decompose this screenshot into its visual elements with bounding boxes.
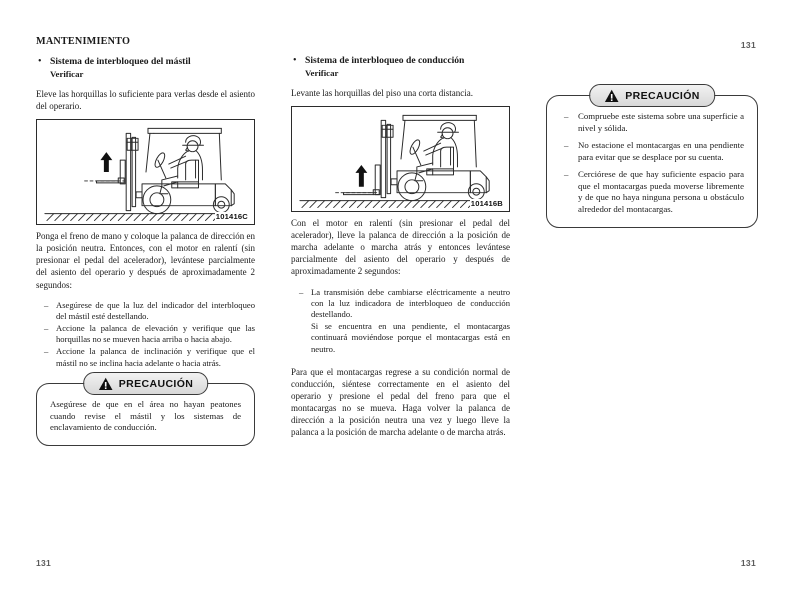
list-item: – Accione la palanca de elevación y verifique que las horquillas no se mueven hacia arriba o hacia abajo.: [36, 323, 255, 346]
warning-triangle-icon: [604, 89, 619, 103]
figure-id-label: 101416B: [470, 199, 503, 209]
intro-paragraph: Levante las horquillas del piso una corta distancia.: [291, 88, 473, 98]
section-heading-mast-interlock: [36, 56, 255, 80]
page-number-bottom-left: 131: [36, 558, 52, 568]
figure-travel-interlock: [291, 106, 510, 212]
list-item: [291, 287, 510, 355]
caution-tab: [589, 84, 715, 107]
section-title: Sistema de interbloqueo de conducción: [305, 55, 465, 66]
intro-paragraph: Eleve las horquillas lo suficiente para verlas desde el asiento del operario.: [36, 89, 255, 112]
page-number-top-right: 131: [740, 40, 756, 50]
column-three: [546, 36, 758, 228]
column-one: [36, 36, 255, 446]
caution-label: PRECAUCIÓN: [118, 377, 194, 390]
caution-list: [560, 111, 744, 216]
section-heading-travel-interlock: [291, 55, 510, 79]
figure-mast-interlock: [36, 119, 255, 225]
col2-closing-paragraph: Para que el montacargas regrese a su condición normal de conducción, siéntese correctamente en el asiento del operario y presione el pedal del freno para que el montacargas no se mueva. Haga volver la palanca de dirección a la posición neutra una vez y luego lleve la palanca a la posición de marcha adelante o de marcha atrás.: [291, 367, 510, 438]
caution-body: [546, 95, 758, 228]
list-item: – Asegúrese de que la luz del indicador del interbloqueo del mástil esté destellando.: [36, 300, 255, 323]
figure-id-label: 101416C: [215, 212, 248, 222]
forklift-illustration-low-forks: [292, 107, 509, 211]
col1-paragraph: Ponga el freno de mano y coloque la palanca de dirección en la posición neutra. Entonces, con el motor en ralentí (sin presionar el pedal del acelerador), levántese parcialmente del asiento del operario y después de aproximadamente 2 segundos:: [36, 231, 255, 290]
forklift-illustration-raised-forks: [37, 120, 254, 224]
list-item: – No estacione el montacargas en una pendiente para evitar que se desplace por su cuenta.: [560, 140, 744, 164]
list-item: – Cerciórese de que hay suficiente espacio para que el montacargas pueda moverse libremente y de que no haya ninguna persona u obstáculo alrededor del montacargas.: [560, 169, 744, 217]
document-title: MANTENIMIENTO: [36, 36, 131, 47]
bullet-icon: •: [38, 56, 42, 67]
page-number-bottom-right: 131: [740, 558, 756, 568]
col2-check-list: [291, 287, 510, 355]
col2-paragraph: Con el motor en ralentí (sin presionar el pedal del acelerador), lleve la palanca de dirección a la posición de marcha adelante o marcha atrás y entonces levántese parcialmente del asiento del operario y después de aproximadamente 2 segundos:: [291, 218, 510, 277]
warning-triangle-icon: [98, 377, 113, 391]
section-title: Sistema de interbloqueo del mástil: [50, 56, 191, 67]
section-subtitle: Verificar: [305, 67, 339, 78]
list-item: – Accione la palanca de inclinación y verifique que el mástil no se inclina hacia adelante o hacia atrás.: [36, 346, 255, 369]
col1-check-list: [36, 300, 255, 369]
caution-label: PRECAUCIÓN: [625, 89, 700, 102]
list-item-continuation: Si se encuentra en una pendiente, el montacargas continuará moviéndose porque el montacargas está en neutro.: [311, 320, 510, 354]
caution-box-col3: [546, 89, 758, 228]
list-item: – Compruebe este sistema sobre una superficie a nivel y sólida.: [560, 111, 744, 135]
caution-text: Asegúrese de que en el área no hayan peatones cuando revise el mástil y los sistemas de enclavamiento de conducción.: [50, 399, 241, 433]
caution-box-col1: [36, 377, 255, 446]
caution-tab: [83, 372, 209, 395]
column-two: [291, 36, 510, 448]
bullet-icon: •: [293, 55, 297, 66]
section-subtitle: Verificar: [50, 68, 84, 79]
list-item-main: La transmisión debe cambiarse eléctricamente a neutro con la luz indicadora de interbloqueo de conducción destellando.: [311, 286, 510, 320]
